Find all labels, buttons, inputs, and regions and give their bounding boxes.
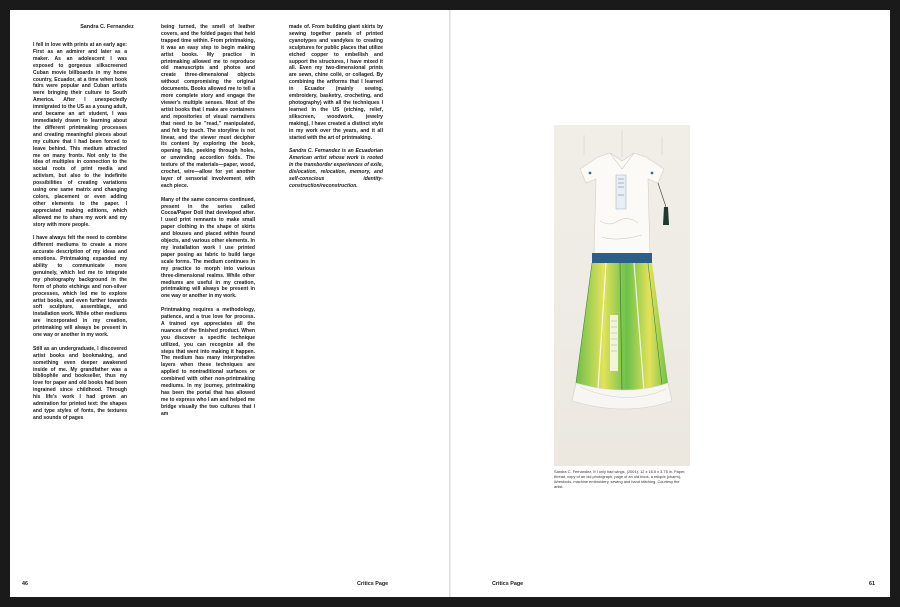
artwork-photo: [554, 125, 690, 466]
running-title-left: Critics Page: [357, 581, 389, 587]
charm-string: [658, 183, 666, 207]
text-column-2: [161, 24, 255, 418]
embroidery-dot: [651, 172, 654, 175]
text-strip: [610, 315, 618, 371]
running-title-right: Critics Page: [492, 581, 524, 587]
page-number-right: 61: [869, 581, 875, 587]
paragraph: I have always felt the need to combine different mediums to create a more accurate description of my ideas and emotions. Printmaking expanded my ability to communicate more genuinely, which led me to integrate my photography background in the form of photo etchings and non-silver processes, which led me to explore artist books, and even further towards soft sculpture, assemblage, and installation work. While other mediums are incorporated in my creation, printmaking will always be present in one way or another in my work.: [33, 235, 127, 339]
tassel-icon: [663, 207, 669, 225]
paragraph: Still as an undergraduate, I discovered artist books and bookmaking, and something even deeper awakened inside of me. My grandfather was a bibliophile and bookseller, thus my love for paper and old books had been ingrained since childhood. Through his life's work I had grown an admiration for printed text: the shapes and type styles of fonts, the textures and sounds of pages: [33, 345, 127, 421]
paragraph: I fell in love with prints at an early age: First as an admirer and later as a maker. As an adolescent I was exposed to gorgeous silkscreened Cuban movie billboards in my home country, Ecuador, at a time when book fairs were popular and Cuban artists were bringing their culture to South America. After I unexpectedly immigrated to the US as a young adult, and became an art student, I was immediately drawn to learning about the different printmaking processes and creating meaningful pieces about my culture that I had been forced to leave behind. This medium attracted me on many fronts. Not only to the idea of multiples in connection to the social roots of print media and activism, but also to the indefinite possibilities of creating variations using one same matrix and changing colors, placement or even adding other elements to the paper. I appreciated making editions, which allowed me to share my work and my story with more people.: [33, 42, 127, 228]
figure-caption: Sandra C. Fernandez, If I only had wings, (2001), 12 x 16.5 x 3.75 in. Paper, thread, copy of an old photograph, page of an old book, a relique (charm), Wrestools, machine embroidery, sewing and hand stitching. Courtesy the artist.: [554, 469, 686, 490]
paragraph: made of. From building giant skirts by sewing together panels of printed cyanotypes and vandykes to creating sculptures for public places that utilize etched copper to embellish and support the structures, I have mixed it all. Even my two-dimensional prints are sewn, chine collé, or collaged. By combining the artforms that I learned in Ecuador (mainly sewing, embroidery, basketry, crocheting, and photography) with all the techniques I learned in the US (etching, relief, silkscreen, woodwork, jewelry making), I have created a distinct style in my work over the years, and it all started with the art of printmaking.: [289, 24, 383, 141]
paper-dress-illustration: [554, 125, 690, 466]
author-byline: Sandra C. Fernandez: [80, 24, 134, 30]
embroidery-dot: [589, 172, 592, 175]
waistband: [592, 253, 652, 263]
paragraph: Many of the same concerns continued, present in the series called Cocoa/Paper Doll that developed after. I used print remnants to make small paper clothing in the shape of skirts and blouses and placed within found objects, and various other elements. In my installation work I use printed paper posing as fabric to build large scale forms. The medium continues in my practice to morph into various three-dimensional realms. While other mediums are useful in my creation, printmaking will always be present in one way or another in my work.: [161, 196, 255, 300]
text-column-3: [289, 24, 383, 190]
text-column-1: [33, 42, 127, 422]
page-gutter: [449, 10, 451, 597]
paragraph: being turned, the smell of leather covers, and the folded pages that held trapped time within. From printmaking, it was an easy step to begin making artist books. My practice in printmaking allowed me to reproduce old manuscripts and photos and create three-dimensional objects without compromising the original documents. Books allowed me to tell a more complete story and engage the viewer's multiple senses. Most of the artist books that I make are containers and repositories of visual narratives that need to be "read," manipulated, and felt by touch. The storyline is not linear, and the viewer must decipher its content by exploring the book, opening lids, peeking through holes, or unwinding accordion folds. The texture of the materials—paper, wood, crochet, wire—allow for yet another layer of sensorial involvement with each piece.: [161, 24, 255, 189]
page-number-left: 46: [22, 581, 28, 587]
author-bio: Sandra C. Fernandez is an Ecuadorian American artist whose work is rooted in the transborder experiences of exile, dislocation, relocation, memory, and self-conscious identity-construction/reconstruction.: [289, 148, 383, 189]
photo-insert: [616, 175, 626, 209]
paragraph: Printmaking requires a methodology, patience, and a true love for process. A trained eye appreciates all the nuances of the finished product. When you discover a specific technique utilized, you can recognize all the steps that went into making it happen. The medium has many interpretative layers when these techniques are applied to nontraditional surfaces or combined with other non-printmaking mediums. In my journey, printmaking has been the portal that has allowed me to express who I am and helped me bridge visually the two cultures that I am: [161, 307, 255, 417]
